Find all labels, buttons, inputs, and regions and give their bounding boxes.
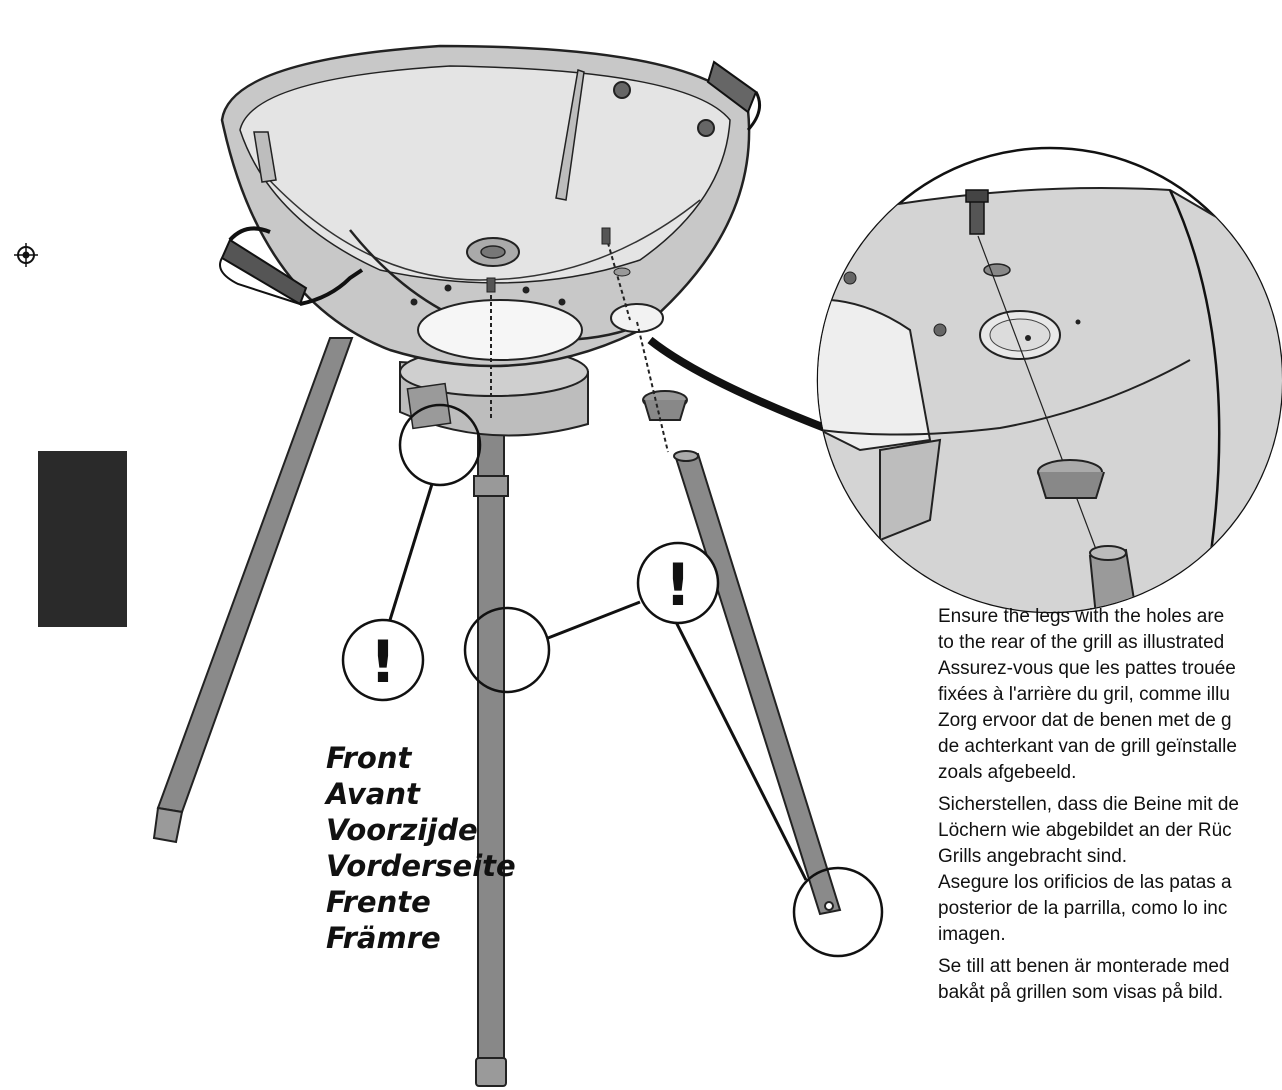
warning-exclamation-icon-right: ! <box>664 551 692 619</box>
front-label-nl: Voorzijde <box>326 813 478 847</box>
instruction-nl: Zorg ervoor dat de benen met de g de achterkant van de grill geïnstalle zoals afgebeeld. <box>938 710 1237 783</box>
front-label-es: Frente <box>326 885 431 919</box>
front-label-fr: Avant <box>326 777 420 811</box>
instruction-en: Ensure the legs with the holes are to the rear of the grill as illustrated <box>938 606 1225 653</box>
front-label-de: Vorderseite <box>326 849 516 883</box>
leg-right <box>674 451 840 914</box>
front-labels <box>326 740 516 956</box>
instruction-text <box>938 604 1282 1012</box>
instruction-es: Asegure los orificios de las patas a posterior de la parrilla, como lo inc imagen. <box>938 872 1232 945</box>
callout-circle-right-leg <box>794 868 882 956</box>
grill-bowl <box>222 46 749 366</box>
instruction-sv: Se till att benen är monterade med bakåt på grillen som visas på bild. <box>938 956 1230 1003</box>
front-label-sv: Främre <box>326 921 441 955</box>
leg-cap <box>643 391 687 420</box>
warning-exclamation-icon-left: ! <box>369 628 397 696</box>
instruction-fr: Assurez-vous que les pattes trouée fixées à l'arrière du gril, comme illu <box>938 658 1236 705</box>
front-label-en: Front <box>326 741 412 775</box>
detail-magnifier <box>810 148 1282 640</box>
instruction-de: Sicherstellen, dass die Beine mit de Löchern wie abgebildet an der Rüc Grills angebracht sind. <box>938 794 1239 867</box>
registration-black-block <box>38 451 127 627</box>
crosshair-icon <box>14 243 38 267</box>
leg-left <box>154 338 352 842</box>
